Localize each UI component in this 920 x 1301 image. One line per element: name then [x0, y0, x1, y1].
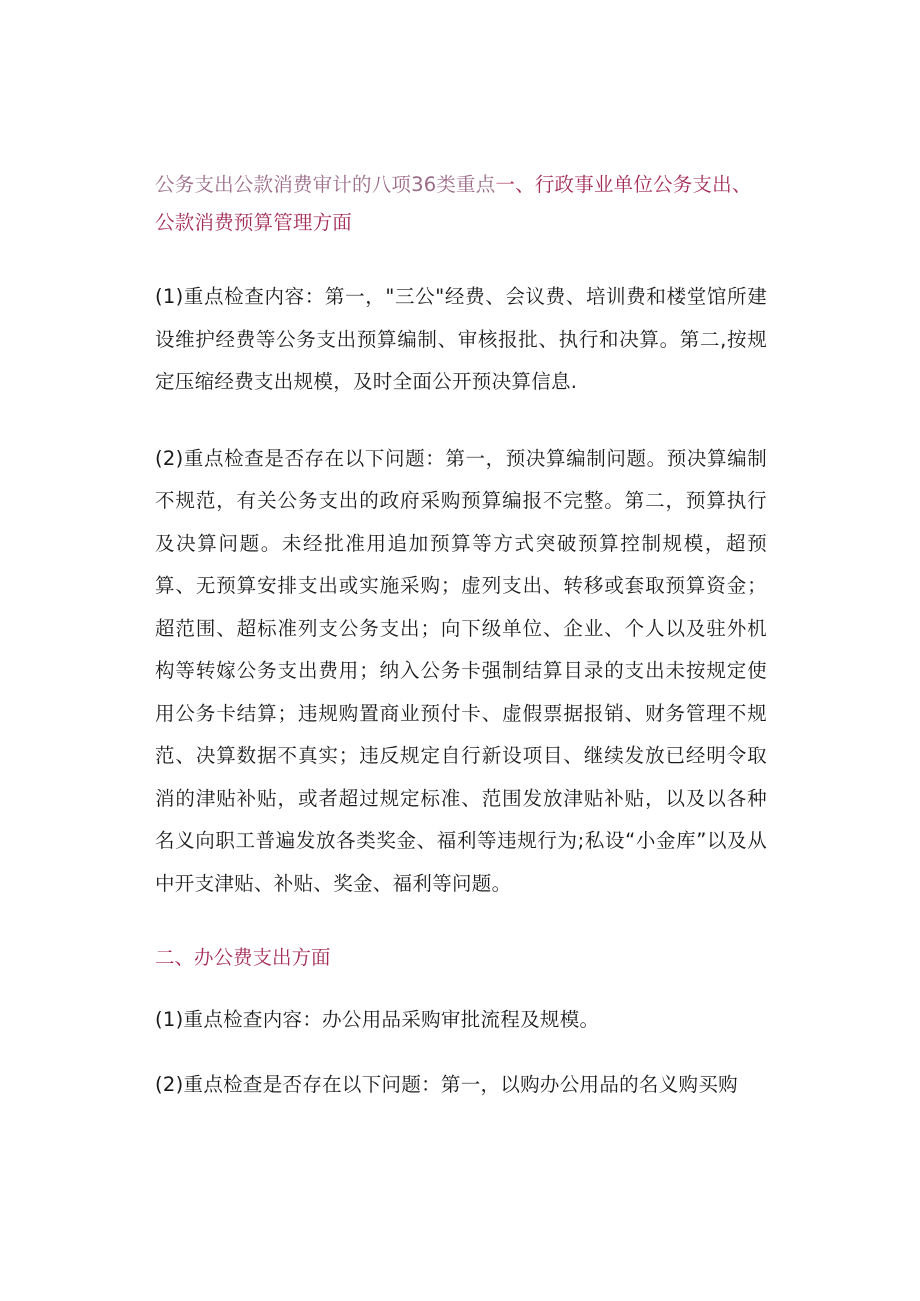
section2-paragraph-1: (1)重点检查内容：办公用品采购审批流程及规模。	[155, 1008, 600, 1031]
section2-heading: 二、办公费支出方面	[155, 946, 331, 969]
section1-paragraph-2: (2)重点检查是否存在以下问题：第一，预决算编制问题。预决算编制不规范，有关公务支出的政府采购预算编报不完整。第二，预算执行及决算问题。未经批准用追加预算等方式突破预算控制规模，超预算、无预算安排支出或实施采购；虚列支出、转移或套取预算资金；超范围、超标准列支公务支出；向下级单位、企业、个人以及驻外机构等转嫁公务支出费用；纳入公务卡强制结算目录的支出未按规定使用公务卡结算；违规购置商业预付卡、虚假票据报销、财务管理不规范、决算数据不真实；违反规定自行新设项目、继续发放已经明令取消的津贴补贴，或者超过规定标准、范围发放津贴补贴，以及以各种名义向职工普遍发放各类奖金、福利等违规行为;私设“小金库”以及从中开支津贴、补贴、奖金、福利等问题。	[155, 446, 767, 895]
title-section-heading: 一、行政事业单位公务支出、公款消费预算管理方面	[155, 173, 752, 234]
document-title	[155, 166, 767, 242]
document-page	[155, 166, 767, 1140]
section2-paragraph-2: (2)重点检查是否存在以下问题：第一，以购办公用品的名义购买购	[155, 1072, 738, 1096]
section1-paragraph-1: (1)重点检查内容：第一，"三公"经费、会议费、培训费和楼堂馆所建设维护经费等公务支出预算编制、审核报批、执行和决算。第二,按规定压缩经费支出规模，及时全面公开预决算信息.	[155, 285, 767, 393]
title-lead: 公务支出公款消费审计的八项36类重点	[155, 173, 496, 196]
